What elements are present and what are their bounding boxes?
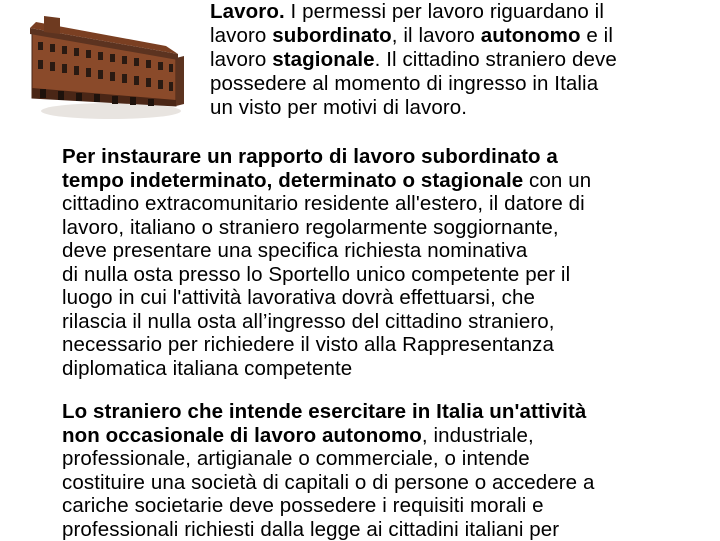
text: necessario per richiedere il visto alla Rappresentanza: [62, 333, 554, 356]
text: cittadino extracomunitario residente all'estero, il datore di: [62, 192, 585, 215]
paragraph-line: [62, 192, 712, 216]
intro-line: [210, 96, 710, 120]
text: cariche societarie deve possedere i requisiti morali e: [62, 494, 544, 517]
paragraph-line: [62, 310, 712, 334]
paragraph-line: [62, 239, 712, 263]
paragraph-line: [62, 424, 712, 448]
text: di nulla osta presso lo Sportello unico competente per il: [62, 263, 570, 286]
paragraph-line: [62, 216, 712, 240]
text: lavoro, italiano o straniero regolarmente soggiornante,: [62, 216, 559, 239]
text: e il: [581, 24, 613, 47]
intro-line: [210, 24, 710, 48]
building-illustration: [26, 14, 186, 124]
text: possedere al momento di ingresso in Italia: [210, 72, 598, 95]
text: rilascia il nulla osta all’ingresso del cittadino straniero,: [62, 310, 555, 333]
text-bold: non occasionale di lavoro autonomo: [62, 424, 422, 447]
text: con un: [523, 169, 591, 192]
text: I permessi per lavoro riguardano il: [285, 0, 604, 23]
text: luogo in cui l'attività lavorativa dovrà effettuarsi, che: [62, 286, 535, 309]
text: , il lavoro: [392, 24, 481, 47]
text-bold: Per instaurare un rapporto di lavoro subordinato a: [62, 145, 558, 168]
text: . Il cittadino straniero deve: [375, 48, 617, 71]
intro-line: [210, 0, 710, 24]
paragraph-line: [62, 357, 712, 381]
paragraph-line: [62, 169, 712, 193]
text: professionali richiesti dalla legge ai cittadini italiani per: [62, 518, 559, 541]
paragraph-line: [62, 518, 712, 541]
text-bold: subordinato: [272, 24, 392, 47]
paragraph-line: [62, 145, 712, 169]
intro-paragraph: [210, 0, 710, 120]
paragraph-line: [62, 471, 712, 495]
text: costituire una società di capitali o di persone o accedere a: [62, 471, 594, 494]
text: professionale, artigianale o commerciale, o intende: [62, 447, 530, 470]
text-bold: tempo indeterminato, determinato o stagionale: [62, 169, 523, 192]
paragraph-line: [62, 400, 712, 424]
text: lavoro: [210, 24, 272, 47]
building-image: [26, 14, 186, 124]
autonomous-work-paragraph: [62, 400, 712, 541]
text: , industriale,: [422, 424, 534, 447]
text-bold: stagionale: [272, 48, 374, 71]
paragraph-line: [62, 263, 712, 287]
paragraph-line: [62, 447, 712, 471]
text-bold: Lo straniero che intende esercitare in Italia un'attività: [62, 400, 586, 423]
text: diplomatica italiana competente: [62, 357, 352, 380]
paragraph-line: [62, 494, 712, 518]
text: lavoro: [210, 48, 272, 71]
text: un visto per motivi di lavoro.: [210, 96, 467, 119]
paragraph-line: [62, 333, 712, 357]
intro-line: [210, 72, 710, 96]
text-bold: autonomo: [481, 24, 581, 47]
text: deve presentare una specifica richiesta nominativa: [62, 239, 527, 262]
subordinate-work-paragraph: [62, 145, 712, 380]
paragraph-line: [62, 286, 712, 310]
intro-line: [210, 48, 710, 72]
text-bold: Lavoro.: [210, 0, 285, 23]
